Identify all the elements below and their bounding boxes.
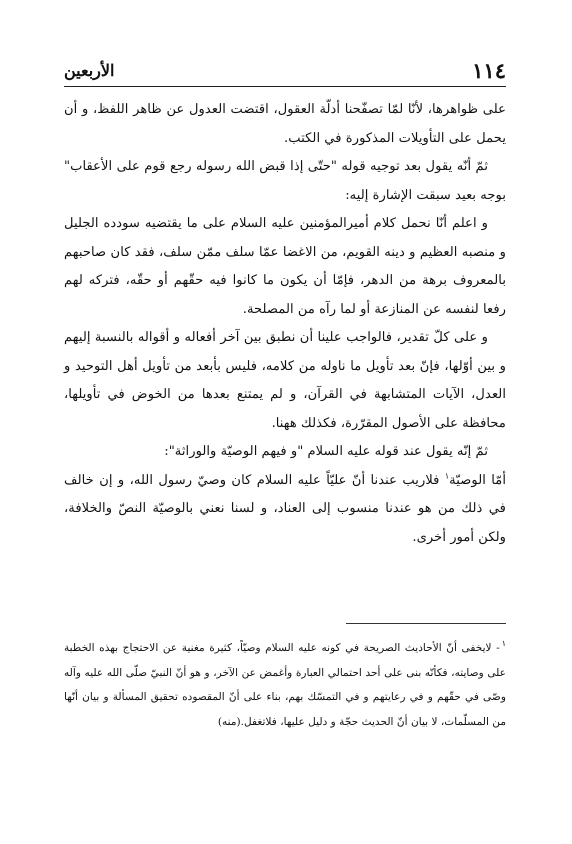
footnote-separator <box>346 623 506 624</box>
main-text <box>64 96 506 552</box>
footnote-reference[interactable]: ١ <box>444 471 450 481</box>
paragraph: و اعلم أنّا نحمل كلام أميرالمؤمنين عليه السلام على ما يقتضيه سودده الجليل و منصبه العظيم و دينه القويم، من الاغضا عمّا سلف ممّن سلف، فقد كان صاحبهم بالمعروف برهة من الدهر، فإمّا أن يكون ما كانوا فيه حقّهم أو حقّه، فتركه لهم رفعا لنفسه عن المنازعة أو لما رآه من المصلحة. <box>64 216 506 317</box>
footnote-mark: ١ <box>501 639 506 649</box>
paragraph <box>64 467 506 553</box>
footnote-text: - لايخفى أنّ الأحاديث الصريحة في كونه عليه السلام وصيّاً، كثيرة مغنية عن الاحتجاج بهذه الخطبة على وصايته، فكأنّه بنى على أحد احتمالي العبارة وأغمض عن الآخر، و هو أنّ النبيّ صلّى الله عليه وآله وصّى في حقّهم و في رعايتهم و في التمسّك بهم، بناء على أنّ المقصوده تحقيق المسألة و بيان أنّها من المسلّمات، لا بيان أنّ الحديث حجّة و دليل عليها، فلاتغفل.(منه) <box>64 642 506 728</box>
paragraph: و على كلّ تقدير، فالواجب علينا أن نطبق بين آخر أفعاله و أقواله بالنسبة إليهم و بين أوّلها، فإنّ بعد تأويل ما ناوله من كلامه، فليس بأبعد من تأويل أهل التوحيد و العدل، الآيات المتشابهة في القرآن، و لم يمتنع بعدها من الخوض في تأويلها، محافظة على الأصول المقرّرة، فكذلك ههنا. <box>64 330 506 431</box>
page-header <box>64 56 506 87</box>
paragraph: ثمّ إنّه يقول عند قوله عليه السلام "و فيهم الوصيّة والوراثة": <box>164 444 488 459</box>
paragraph-continuation-text: فلاريب عندنا أنّ عليّاً عليه السلام كان وصيّ رسول الله، و إن خالف في ذلك من هو عندنا منسوب إلى العناد، و لسنا نعني بالوصيّة النصّ والخلافة، ولكن أمور أخرى. <box>64 472 506 545</box>
running-title: الأربعين <box>64 61 115 80</box>
page-number: ١١٤ <box>472 58 506 83</box>
paragraph-lead-text: أمّا الوصيّة <box>449 472 506 488</box>
footnotes <box>64 636 506 734</box>
paragraph: ثمّ أنّه يقول بعد توجيه قوله "حتّى إذا قبض الله رسوله رجع قوم على الأعقاب" بوجه بعيد سبقت الإشارة إليه: <box>64 159 506 203</box>
footnote <box>64 636 506 734</box>
paragraph: على ظواهرها، لأنّا لمّا تصفّحنا أدلّة العقول، اقتضت العدول عن ظاهر اللفظ، و أن يحمل على التأويلات المذكورة في الكتب. <box>64 102 506 146</box>
